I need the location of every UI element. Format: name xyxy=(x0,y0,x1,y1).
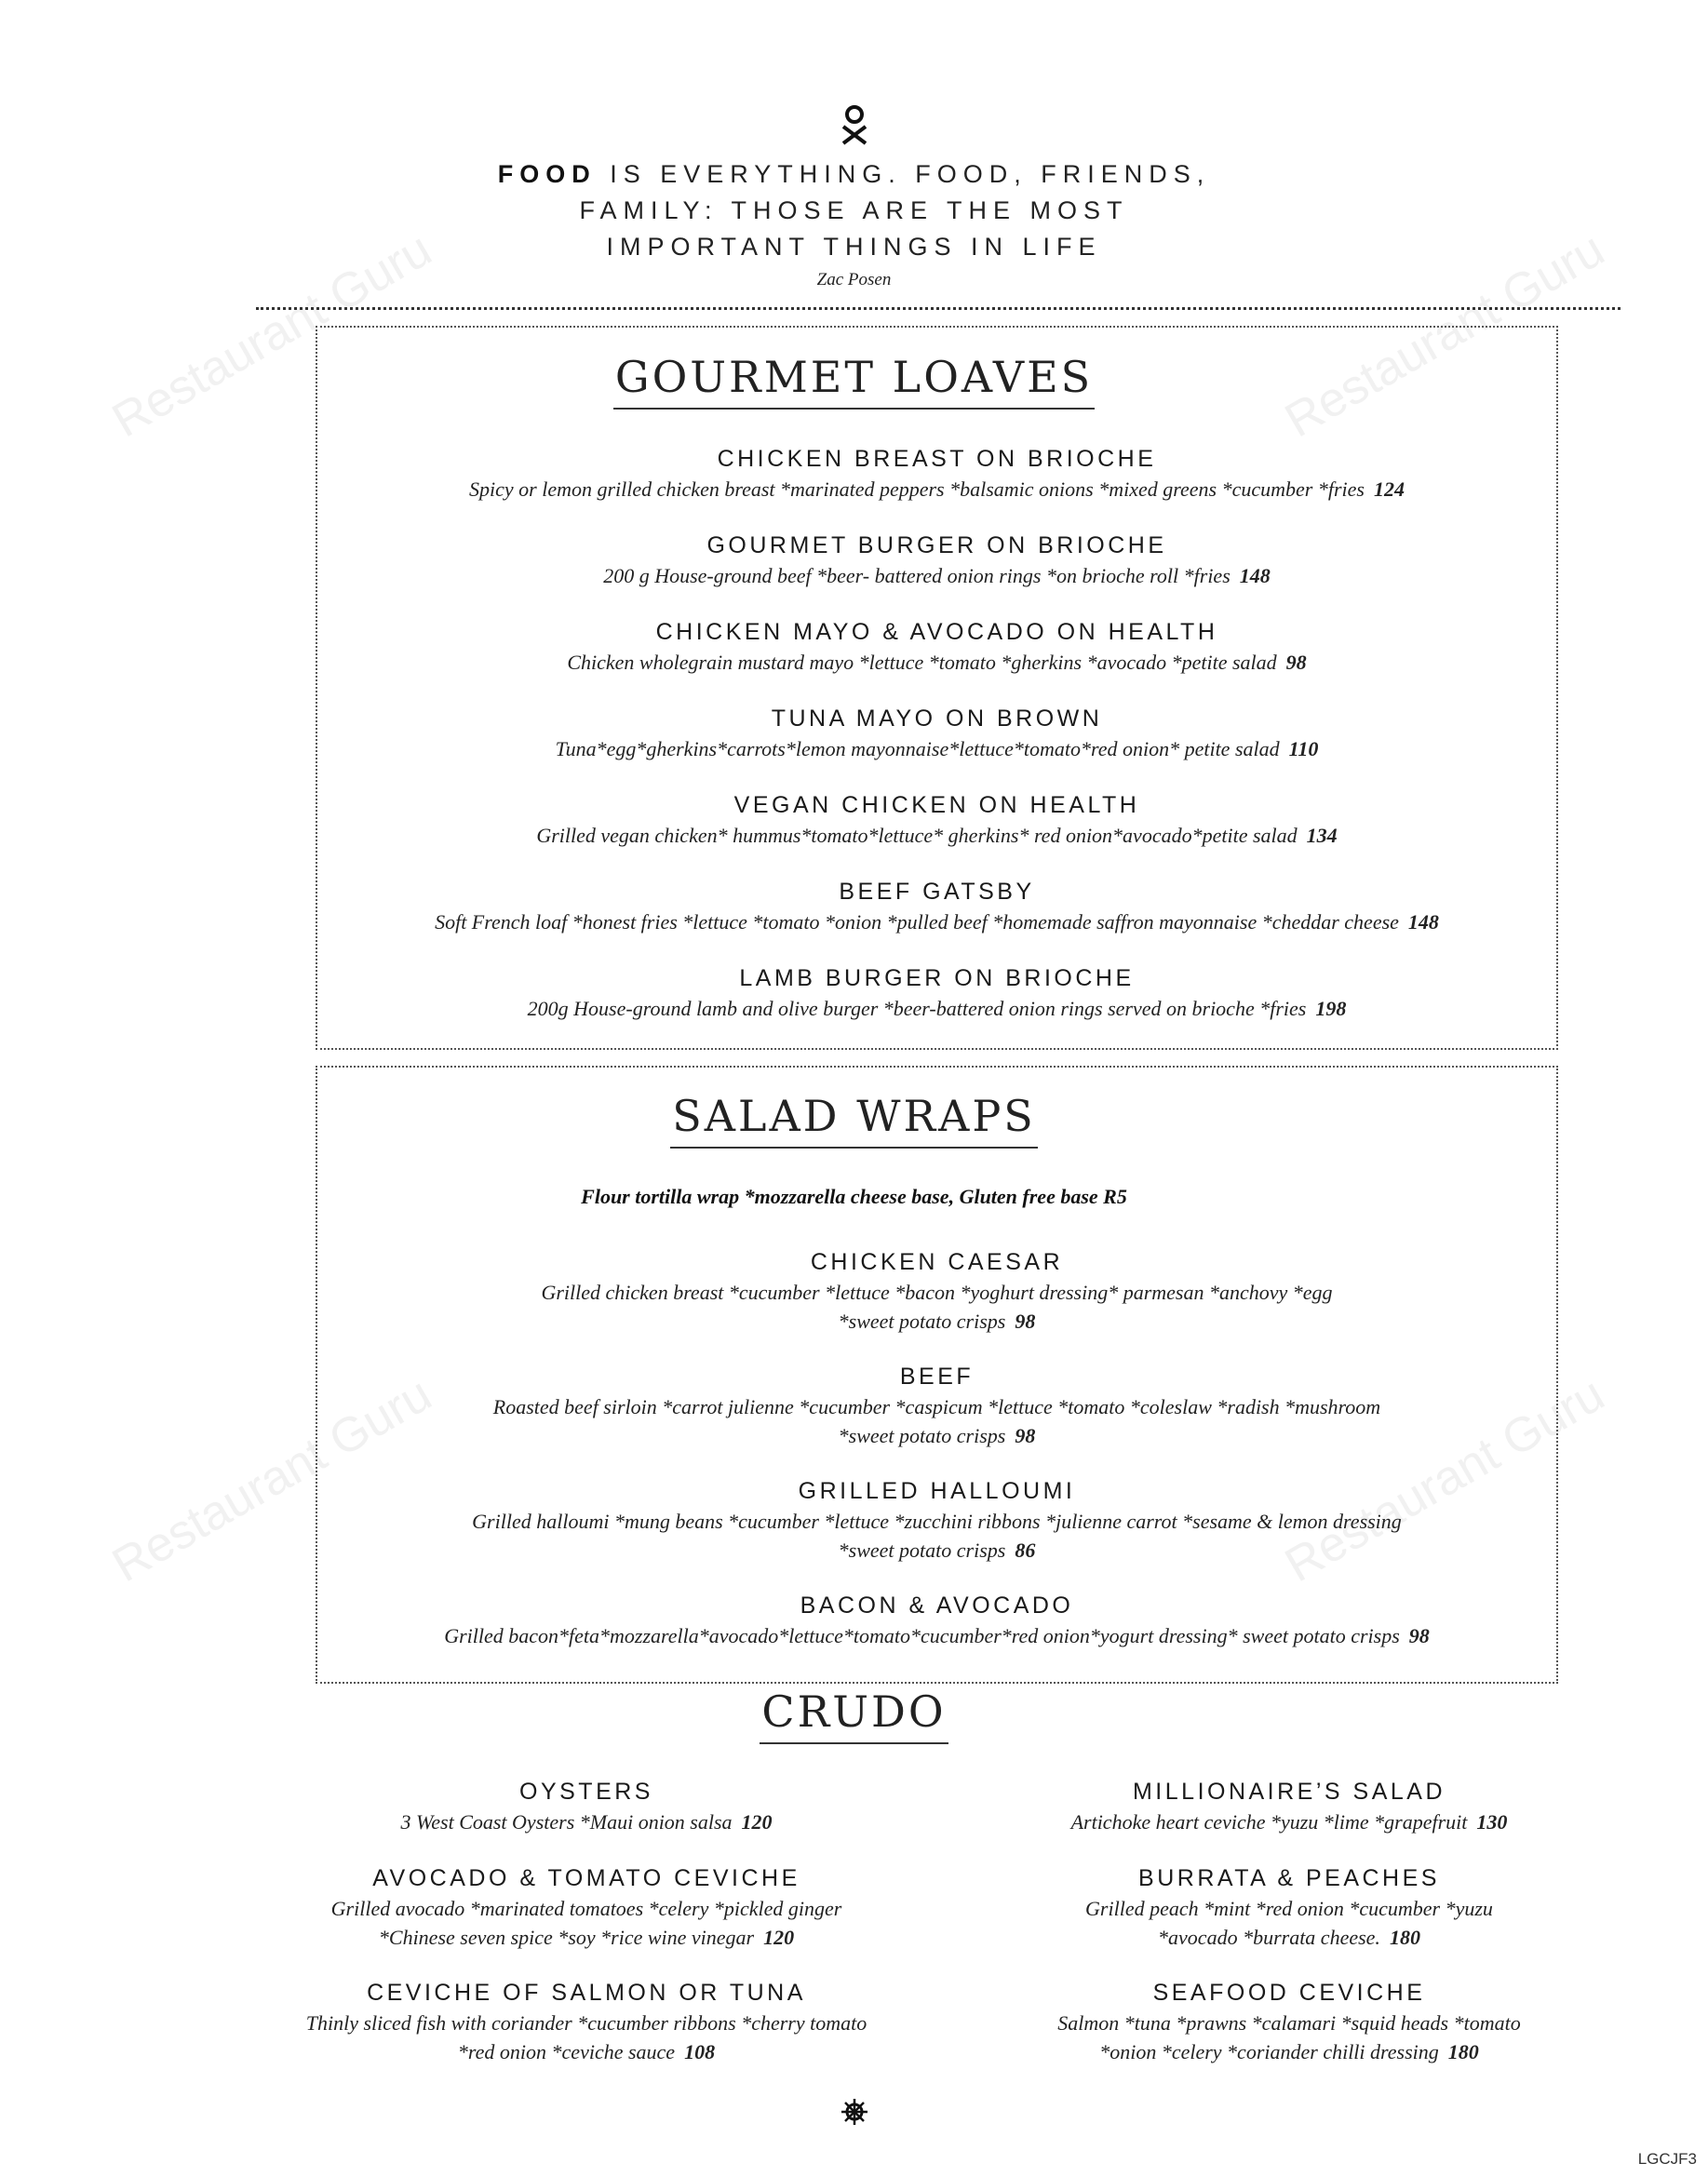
menu-item xyxy=(316,790,1557,850)
menu-item xyxy=(316,1247,1557,1336)
item-description: Tuna*egg*gherkins*carrots*lemon mayonnaise*lettuce*tomato*red onion* petite salad xyxy=(555,737,1280,760)
item-description: 3 West Coast Oysters *Maui onion salsa xyxy=(400,1810,733,1834)
item-price: 130 xyxy=(1476,1810,1508,1834)
item-price: 180 xyxy=(1447,2040,1479,2063)
item-name: BURRATA & PEACHES xyxy=(1138,1865,1440,1891)
item-description: *sweet potato crisps xyxy=(838,1310,1006,1333)
item-description: *Chinese seven spice *soy *rice wine vinegar xyxy=(378,1926,755,1949)
item-description: Chicken wholegrain mustard mayo *lettuce *tomato *gherkins *avocado *petite salad xyxy=(567,651,1277,674)
item-description: *onion *celery *coriander chilli dressing xyxy=(1099,2040,1439,2063)
section-title-gourmet-loaves: GOURMET LOAVES xyxy=(0,352,1708,410)
item-name: LAMB BURGER ON BRIOCHE xyxy=(739,965,1135,991)
item-description: Roasted beef sirloin *carrot julienne *cucumber *caspicum *lettuce *tomato *coleslaw *radish *mushroom xyxy=(492,1395,1381,1418)
quote-line-2: FAMILY: THOSE ARE THE MOST xyxy=(579,196,1129,224)
image-code: LGCJF3 xyxy=(1637,2150,1697,2168)
item-name: VEGAN CHICKEN ON HEALTH xyxy=(733,792,1140,818)
menu-item xyxy=(316,963,1557,1023)
item-price: 98 xyxy=(1015,1424,1036,1447)
item-price: 98 xyxy=(1015,1310,1036,1333)
menu-item xyxy=(316,531,1557,590)
item-name: CHICKEN MAYO & AVOCADO ON HEALTH xyxy=(655,619,1218,645)
menu-item xyxy=(195,1863,977,1952)
item-name: OYSTERS xyxy=(519,1779,653,1805)
item-price: 110 xyxy=(1288,737,1319,760)
quote-line-3: IMPORTANT THINGS IN LIFE xyxy=(606,233,1102,261)
item-price: 120 xyxy=(763,1926,795,1949)
section-title-salad-wraps: SALAD WRAPS xyxy=(0,1091,1708,1149)
item-name: CHICKEN BREAST ON BRIOCHE xyxy=(717,446,1157,472)
item-price: 148 xyxy=(1407,910,1439,934)
item-price: 98 xyxy=(1408,1624,1430,1647)
quote-line-1: IS EVERYTHING. FOOD, FRIENDS, xyxy=(596,160,1211,188)
item-description: 200 g House-ground beef *beer- battered onion rings *on brioche roll *fries xyxy=(603,564,1231,587)
menu-item xyxy=(316,617,1557,677)
item-price: 148 xyxy=(1239,564,1271,587)
item-name: TUNA MAYO ON BROWN xyxy=(771,706,1103,732)
menu-item xyxy=(931,1777,1647,1836)
menu-item xyxy=(316,877,1557,936)
menu-item xyxy=(931,1978,1647,2066)
item-description: Artichoke heart ceviche *yuzu *lime *grapefruit xyxy=(1070,1810,1468,1834)
item-name: BACON & AVOCADO xyxy=(800,1592,1074,1619)
item-name: BEEF GATSBY xyxy=(839,879,1035,905)
item-name: CHICKEN CAESAR xyxy=(810,1249,1064,1275)
watermark-text: Restaurant Guru xyxy=(1276,1366,1614,1593)
watermark-text: Restaurant Guru xyxy=(103,1366,441,1593)
quote-author: Zac Posen xyxy=(816,270,892,289)
ship-wheel-icon xyxy=(0,2098,1708,2130)
item-price: 98 xyxy=(1285,651,1307,674)
item-description: Soft French loaf *honest fries *lettuce *tomato *onion *pulled beef *homemade saffron mayonnaise *cheddar cheese xyxy=(435,910,1399,934)
item-name: MILLIONAIRE’S SALAD xyxy=(1132,1779,1446,1805)
logo-icon xyxy=(0,104,1708,149)
item-description: Grilled halloumi *mung beans *cucumber *lettuce *zucchini ribbons *julienne carrot *sesame & lemon dressing xyxy=(472,1510,1402,1533)
menu-item xyxy=(931,1863,1647,1952)
item-price: 134 xyxy=(1306,824,1338,847)
item-description: Salmon *tuna *prawns *calamari *squid heads *tomato xyxy=(1057,2011,1521,2035)
item-price: 86 xyxy=(1015,1539,1036,1562)
item-price: 108 xyxy=(684,2040,716,2063)
section-title-crudo: CRUDO xyxy=(0,1687,1708,1744)
menu-item xyxy=(316,1362,1557,1450)
menu-item xyxy=(316,1591,1557,1650)
item-description: Thinly sliced fish with coriander *cucumber ribbons *cherry tomato xyxy=(305,2011,867,2035)
item-price: 124 xyxy=(1373,477,1405,501)
menu-item xyxy=(195,1777,977,1836)
quote-bold-word: FOOD xyxy=(497,160,597,188)
gourmet-loaves-box xyxy=(316,326,1558,1050)
item-price: 180 xyxy=(1389,1926,1420,1949)
item-description: *avocado *burrata cheese. xyxy=(1158,1926,1380,1949)
wrap-base-note: Flour tortilla wrap *mozzarella cheese base, Gluten free base R5 xyxy=(581,1185,1127,1208)
item-description: Grilled chicken breast *cucumber *lettuce *bacon *yoghurt dressing* parmesan *anchovy *egg xyxy=(541,1281,1333,1304)
item-description: Grilled avocado *marinated tomatoes *celery *pickled ginger xyxy=(330,1897,842,1920)
item-name: GRILLED HALLOUMI xyxy=(798,1478,1076,1504)
dotted-divider xyxy=(256,307,1621,310)
item-description: Grilled peach *mint *red onion *cucumber *yuzu xyxy=(1085,1897,1493,1920)
item-description: *sweet potato crisps xyxy=(838,1539,1006,1562)
menu-item xyxy=(316,1476,1557,1565)
watermark-text: Restaurant Guru xyxy=(1276,222,1614,449)
item-name: SEAFOOD CEVICHE xyxy=(1152,1980,1426,2006)
item-name: AVOCADO & TOMATO CEVICHE xyxy=(372,1865,800,1891)
menu-item xyxy=(316,704,1557,763)
item-description: Grilled bacon*feta*mozzarella*avocado*lettuce*tomato*cucumber*red onion*yogurt dressing* sweet potato crisps xyxy=(444,1624,1400,1647)
item-description: *red onion *ceviche sauce xyxy=(457,2040,676,2063)
item-description: *sweet potato crisps xyxy=(838,1424,1006,1447)
watermark-text: Restaurant Guru xyxy=(103,222,441,449)
item-name: GOURMET BURGER ON BRIOCHE xyxy=(706,532,1167,558)
item-description: Grilled vegan chicken* hummus*tomato*lettuce* gherkins* red onion*avocado*petite salad xyxy=(536,824,1298,847)
item-price: 198 xyxy=(1315,997,1347,1020)
item-name: BEEF xyxy=(899,1364,975,1390)
item-description: Spicy or lemon grilled chicken breast *marinated peppers *balsamic onions *mixed greens *cucumber *fries xyxy=(469,477,1365,501)
item-name: CEVICHE OF SALMON OR TUNA xyxy=(367,1980,806,2006)
header-quote xyxy=(0,156,1708,265)
menu-item xyxy=(195,1978,977,2066)
menu-item xyxy=(316,444,1557,504)
item-description: 200g House-ground lamb and olive burger *beer-battered onion rings served on brioche *fries xyxy=(527,997,1307,1020)
item-price: 120 xyxy=(741,1810,773,1834)
